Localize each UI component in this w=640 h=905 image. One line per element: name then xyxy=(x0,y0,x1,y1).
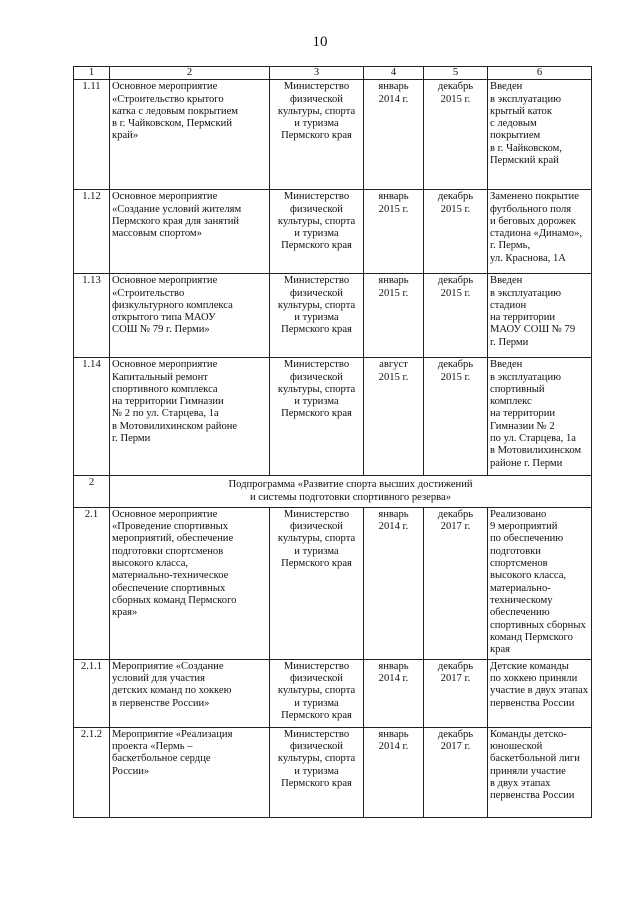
end-date xyxy=(424,507,488,659)
end-date-text: декабрь 2015 г. xyxy=(437,275,474,299)
activity-name-text: Мероприятие «Реализация проекта «Пермь – баскетбольное сердце России» xyxy=(112,728,233,777)
start-date xyxy=(364,659,424,727)
table-row xyxy=(74,659,592,727)
end-date xyxy=(424,80,488,190)
end-date xyxy=(424,727,488,817)
expected-result-text: Реализовано 9 мероприятий по обеспечению подготовки спортсменов высокого класса, материально- техническому обеспечению спортивных сборных команд Пермского края xyxy=(490,508,586,656)
row-number-text: 2.1.2 xyxy=(80,728,103,740)
end-date-text: декабрь 2015 г. xyxy=(437,81,474,105)
column-number: 6 xyxy=(488,67,592,80)
table-row xyxy=(74,358,592,476)
table-row xyxy=(74,274,592,358)
row-number-text: 1.13 xyxy=(82,275,101,287)
activity-name-text: Мероприятие «Создание условий для участия детских команд по хоккею в первенстве России» xyxy=(112,660,232,709)
column-number: 2 xyxy=(110,67,270,80)
end-date-text: декабрь 2017 г. xyxy=(437,508,474,533)
activity-name xyxy=(110,274,270,358)
end-date-text: декабрь 2015 г. xyxy=(437,191,474,215)
expected-result-text: Заменено покрытие футбольного поля и беговых дорожек стадиона «Динамо», г. Пермь, ул. Краснова, 1А xyxy=(490,191,583,264)
row-number-text: 1.12 xyxy=(82,191,101,203)
start-date xyxy=(364,358,424,476)
start-date xyxy=(364,190,424,274)
row-number-text: 2.1.1 xyxy=(80,660,103,672)
executor xyxy=(270,659,364,727)
activity-name-text: Основное мероприятие «Проведение спортивных мероприятий, обеспечение подготовки спортсменов высокого класса, материально-техническое обеспечение спортивных сборных команд Пермского края» xyxy=(112,508,237,619)
start-date-text: январь 2014 г. xyxy=(378,508,409,533)
expected-result xyxy=(488,659,592,727)
start-date-text: январь 2015 г. xyxy=(378,191,409,215)
end-date-text: декабрь 2017 г. xyxy=(437,728,474,753)
end-date-text: декабрь 2015 г. xyxy=(437,359,474,383)
expected-result xyxy=(488,358,592,476)
end-date-text: декабрь 2017 г. xyxy=(437,660,474,685)
row-number xyxy=(74,507,110,659)
expected-result-text: Команды детско- юношеской баскетбольной лиги приняли участие в двух этапах первенства России xyxy=(490,728,580,802)
page-number: 10 xyxy=(312,34,328,50)
row-number-text: 2.1 xyxy=(84,508,99,520)
start-date xyxy=(364,80,424,190)
subprogram-title xyxy=(110,476,592,508)
executor-text: Министерство физической культуры, спорта и туризма Пермского края xyxy=(277,275,356,336)
activity-name xyxy=(110,727,270,817)
expected-result xyxy=(488,727,592,817)
row-number xyxy=(74,476,110,508)
executor-text: Министерство физической культуры, спорта и туризма Пермского края xyxy=(277,359,356,420)
program-table xyxy=(73,66,592,818)
start-date-text: август 2015 г. xyxy=(378,359,409,383)
activity-name xyxy=(110,507,270,659)
activity-name-text: Основное мероприятие «Строительство крытого катка с ледовым покрытием в г. Чайковском, Пермский край» xyxy=(112,81,238,142)
end-date xyxy=(424,190,488,274)
activity-name-text: Основное мероприятие «Создание условий жителям Пермского края для занятий массовым спортом» xyxy=(112,191,242,240)
row-number-text: 1.11 xyxy=(82,81,101,93)
table-row xyxy=(74,727,592,817)
expected-result xyxy=(488,507,592,659)
start-date xyxy=(364,274,424,358)
executor xyxy=(270,274,364,358)
table-row xyxy=(74,80,592,190)
expected-result xyxy=(488,80,592,190)
executor xyxy=(270,727,364,817)
table-row xyxy=(74,190,592,274)
column-number: 1 xyxy=(74,67,110,80)
end-date xyxy=(424,274,488,358)
executor-text: Министерство физической культуры, спорта и туризма Пермского края xyxy=(277,191,356,252)
activity-name xyxy=(110,358,270,476)
expected-result-text: Введен в эксплуатацию спортивный комплекс на территории Гимназии № 2 по ул. Старцева, 1а в Мотовилихинском районе г. Перми xyxy=(490,359,582,469)
column-numbers-row xyxy=(74,67,592,80)
row-number xyxy=(74,358,110,476)
column-number: 3 xyxy=(270,67,364,80)
executor-text: Министерство физической культуры, спорта и туризма Пермского края xyxy=(277,508,356,570)
row-number xyxy=(74,80,110,190)
activity-name-text: Основное мероприятие Капитальный ремонт спортивного комплекса на территории Гимназии № 2 по ул. Старцева, 1а в Мотовилихинском районе г. Перми xyxy=(112,359,238,445)
row-number-text: 2 xyxy=(88,477,95,489)
expected-result-text: Введен в эксплуатацию крытый каток с ледовым покрытием в г. Чайковском, Пермский край xyxy=(490,81,562,167)
executor-text: Министерство физической культуры, спорта и туризма Пермского края xyxy=(277,81,356,142)
subprogram-row xyxy=(74,476,592,508)
activity-name-text: Основное мероприятие «Строительство физкультурного комплекса открытого типа МАОУ СОШ № 79 г. Перми» xyxy=(112,275,233,336)
start-date-text: январь 2015 г. xyxy=(378,275,409,299)
start-date xyxy=(364,727,424,817)
row-number xyxy=(74,727,110,817)
executor xyxy=(270,507,364,659)
executor-text: Министерство физической культуры, спорта и туризма Пермского края xyxy=(277,660,356,722)
start-date xyxy=(364,507,424,659)
activity-name xyxy=(110,190,270,274)
table-row xyxy=(74,507,592,659)
start-date-text: январь 2014 г. xyxy=(378,81,409,105)
subprogram-title-text: Подпрограмма «Развитие спорта высших достижений и системы подготовки спортивного резерва» xyxy=(228,479,473,503)
expected-result xyxy=(488,190,592,274)
expected-result-text: Детские команды по хоккею приняли участие в двух этапах первенства России xyxy=(490,660,589,709)
column-number: 5 xyxy=(424,67,488,80)
executor xyxy=(270,358,364,476)
activity-name xyxy=(110,80,270,190)
row-number-text: 1.14 xyxy=(82,359,101,371)
executor xyxy=(270,190,364,274)
start-date-text: январь 2014 г. xyxy=(378,660,409,685)
executor xyxy=(270,80,364,190)
expected-result xyxy=(488,274,592,358)
row-number xyxy=(74,274,110,358)
row-number xyxy=(74,190,110,274)
activity-name xyxy=(110,659,270,727)
end-date xyxy=(424,659,488,727)
expected-result-text: Введен в эксплуатацию стадион на территории МАОУ СОШ № 79 г. Перми xyxy=(490,275,576,348)
start-date-text: январь 2014 г. xyxy=(378,728,409,753)
end-date xyxy=(424,358,488,476)
row-number xyxy=(74,659,110,727)
column-number: 4 xyxy=(364,67,424,80)
executor-text: Министерство физической культуры, спорта и туризма Пермского края xyxy=(277,728,356,790)
